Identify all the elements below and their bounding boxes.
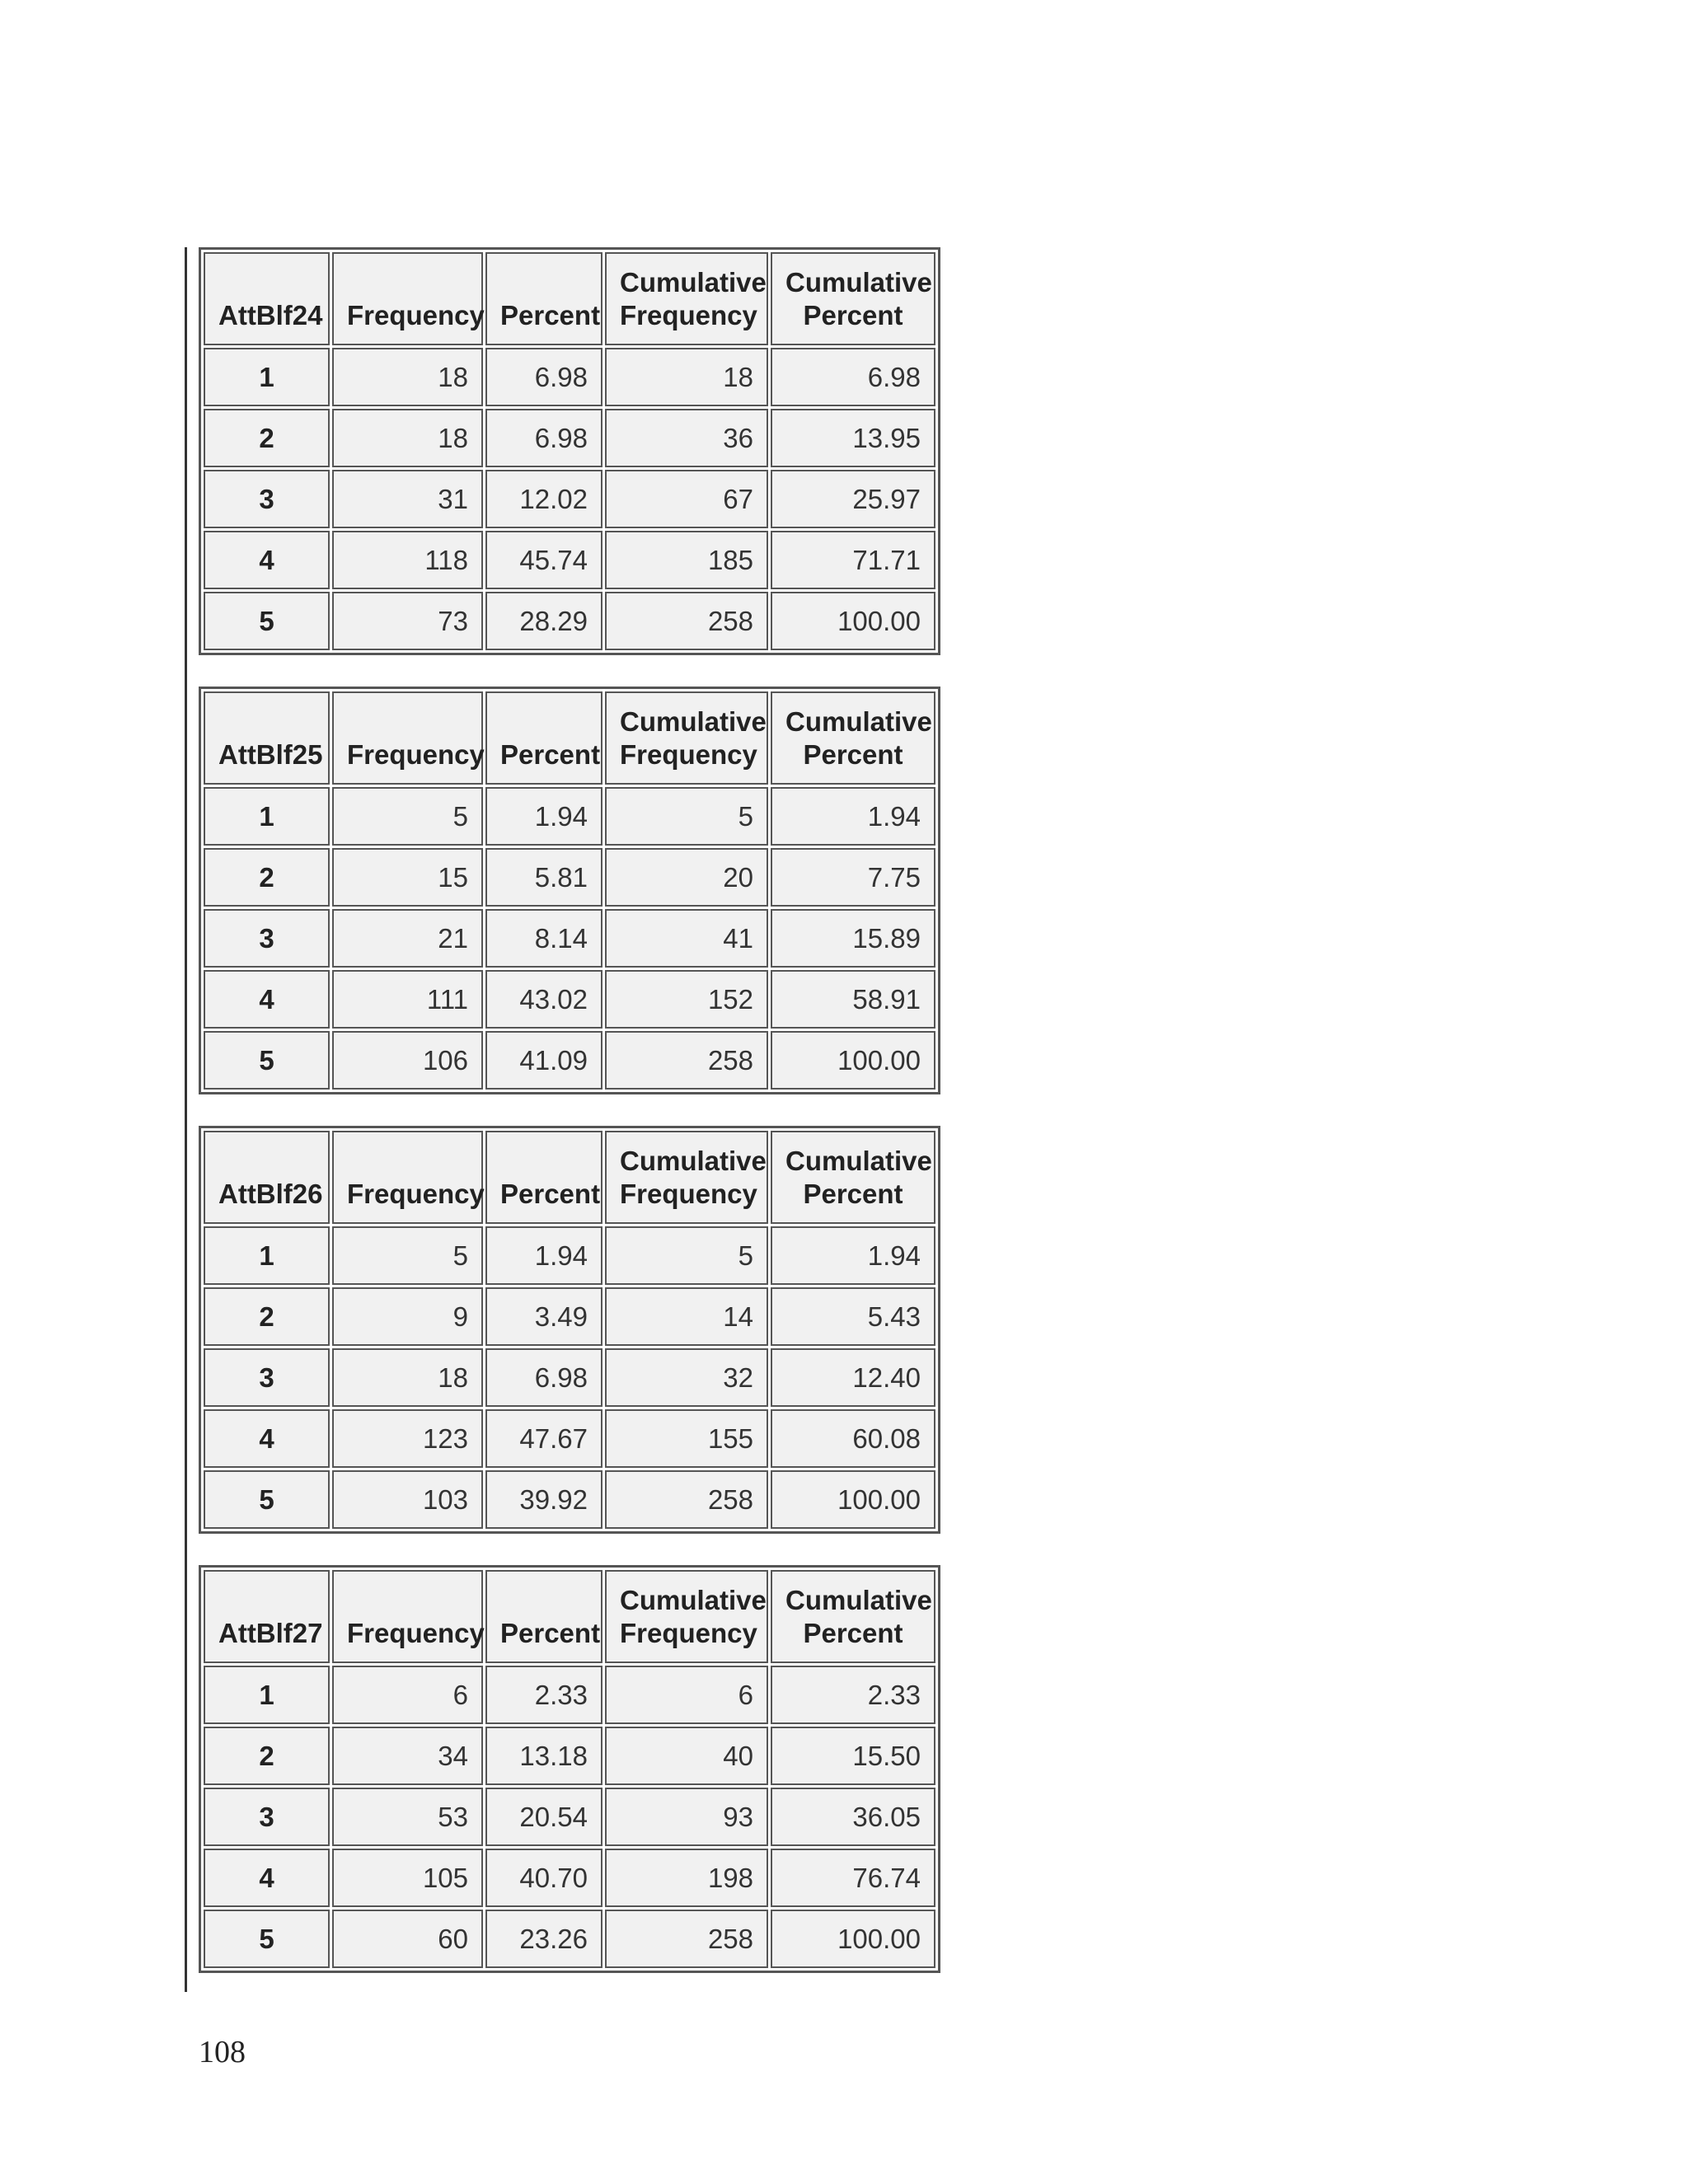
cumulative-percent-cell: 58.91 [771,970,935,1029]
row-value: 5 [204,592,330,650]
cumulative-percent-cell: 100.00 [771,1470,935,1529]
table-row [204,1470,935,1529]
cumulative-frequency-cell: 93 [605,1788,768,1846]
percent-cell: 6.98 [485,1348,603,1407]
percent-cell: 12.02 [485,470,603,528]
frequency-cell: 5 [332,787,483,846]
cumulative-frequency-header: Cumulative Frequency [605,252,768,345]
table-row [204,1727,935,1785]
cumulative-frequency-cell: 67 [605,470,768,528]
table-row [204,1910,935,1968]
row-value: 3 [204,1348,330,1407]
cumulative-percent-cell: 2.33 [771,1666,935,1724]
table-row [204,1031,935,1090]
cumulative-percent-cell: 1.94 [771,1226,935,1285]
row-value: 2 [204,1727,330,1785]
frequency-tables [199,247,932,2004]
percent-cell: 3.49 [485,1287,603,1346]
percent-cell: 41.09 [485,1031,603,1090]
cumulative-percent-header: Cumulative Percent [771,1570,935,1663]
row-value: 4 [204,531,330,589]
cumulative-frequency-cell: 258 [605,1031,768,1090]
percent-header: Percent [485,691,603,785]
percent-header: Percent [485,252,603,345]
frequency-cell: 73 [332,592,483,650]
row-value: 5 [204,1910,330,1968]
cumulative-frequency-cell: 20 [605,848,768,907]
cumulative-frequency-cell: 185 [605,531,768,589]
row-value: 2 [204,1287,330,1346]
table-header-row [204,691,935,785]
cumulative-frequency-cell: 258 [605,592,768,650]
percent-header: Percent [485,1131,603,1224]
cumulative-percent-cell: 15.89 [771,909,935,968]
cumulative-percent-cell: 1.94 [771,787,935,846]
row-value: 1 [204,1226,330,1285]
cumulative-frequency-cell: 40 [605,1727,768,1785]
variable-header: AttBlf25 [204,691,330,785]
frequency-header: Frequency [332,252,483,345]
cumulative-percent-header: Cumulative Percent [771,252,935,345]
percent-cell: 39.92 [485,1470,603,1529]
frequency-cell: 34 [332,1727,483,1785]
variable-header: AttBlf24 [204,252,330,345]
table-row [204,970,935,1029]
percent-cell: 5.81 [485,848,603,907]
frequency-cell: 18 [332,1348,483,1407]
variable-header: AttBlf26 [204,1131,330,1224]
cumulative-percent-cell: 60.08 [771,1409,935,1468]
cumulative-frequency-cell: 258 [605,1470,768,1529]
frequency-cell: 31 [332,470,483,528]
row-value: 3 [204,1788,330,1846]
row-value: 2 [204,848,330,907]
variable-header: AttBlf27 [204,1570,330,1663]
cumulative-percent-cell: 36.05 [771,1788,935,1846]
cumulative-frequency-cell: 152 [605,970,768,1029]
table-header-row [204,252,935,345]
frequency-header: Frequency [332,1570,483,1663]
table-row [204,531,935,589]
cumulative-frequency-cell: 198 [605,1849,768,1907]
frequency-header: Frequency [332,1131,483,1224]
frequency-cell: 106 [332,1031,483,1090]
table-header-row [204,1131,935,1224]
cumulative-percent-cell: 100.00 [771,1910,935,1968]
cumulative-frequency-header: Cumulative Frequency [605,1131,768,1224]
row-value: 2 [204,409,330,467]
frequency-cell: 15 [332,848,483,907]
row-value: 1 [204,787,330,846]
table-header-row [204,1570,935,1663]
cumulative-frequency-cell: 258 [605,1910,768,1968]
percent-cell: 40.70 [485,1849,603,1907]
row-value: 1 [204,1666,330,1724]
row-value: 1 [204,348,330,406]
cumulative-frequency-cell: 6 [605,1666,768,1724]
table-row [204,348,935,406]
percent-cell: 13.18 [485,1727,603,1785]
page-number: 108 [199,2035,246,2069]
cumulative-frequency-cell: 32 [605,1348,768,1407]
table-row [204,848,935,907]
row-value: 3 [204,470,330,528]
percent-cell: 47.67 [485,1409,603,1468]
table-row [204,1409,935,1468]
cumulative-percent-cell: 100.00 [771,592,935,650]
table-row [204,1849,935,1907]
cumulative-percent-cell: 25.97 [771,470,935,528]
percent-cell: 2.33 [485,1666,603,1724]
table-row [204,1348,935,1407]
cumulative-percent-cell: 13.95 [771,409,935,467]
frequency-cell: 6 [332,1666,483,1724]
cumulative-percent-header: Cumulative Percent [771,1131,935,1224]
cumulative-frequency-cell: 18 [605,348,768,406]
cumulative-frequency-cell: 41 [605,909,768,968]
table-row [204,592,935,650]
percent-cell: 8.14 [485,909,603,968]
table-row [204,787,935,846]
percent-cell: 45.74 [485,531,603,589]
frequency-cell: 123 [332,1409,483,1468]
table-row [204,909,935,968]
frequency-cell: 53 [332,1788,483,1846]
cumulative-percent-cell: 5.43 [771,1287,935,1346]
row-value: 5 [204,1470,330,1529]
frequency-cell: 111 [332,970,483,1029]
percent-header: Percent [485,1570,603,1663]
cumulative-percent-cell: 71.71 [771,531,935,589]
row-value: 4 [204,1849,330,1907]
frequency-table-attblf27 [199,1565,940,1973]
percent-cell: 1.94 [485,1226,603,1285]
frequency-cell: 118 [332,531,483,589]
frequency-table-attblf25 [199,687,940,1094]
percent-cell: 6.98 [485,409,603,467]
cumulative-percent-cell: 100.00 [771,1031,935,1090]
cumulative-frequency-cell: 5 [605,787,768,846]
row-value: 4 [204,1409,330,1468]
table-row [204,470,935,528]
percent-cell: 20.54 [485,1788,603,1846]
table-row [204,1287,935,1346]
left-margin-rule [185,247,187,1992]
frequency-table-attblf24 [199,247,940,655]
percent-cell: 6.98 [485,348,603,406]
cumulative-frequency-cell: 36 [605,409,768,467]
row-value: 5 [204,1031,330,1090]
cumulative-percent-cell: 15.50 [771,1727,935,1785]
frequency-table-attblf26 [199,1126,940,1534]
cumulative-percent-cell: 7.75 [771,848,935,907]
frequency-cell: 18 [332,409,483,467]
table-row [204,1788,935,1846]
cumulative-percent-cell: 76.74 [771,1849,935,1907]
frequency-cell: 103 [332,1470,483,1529]
cumulative-frequency-cell: 155 [605,1409,768,1468]
cumulative-percent-cell: 12.40 [771,1348,935,1407]
table-row [204,409,935,467]
cumulative-percent-header: Cumulative Percent [771,691,935,785]
table-row [204,1666,935,1724]
frequency-cell: 18 [332,348,483,406]
frequency-cell: 21 [332,909,483,968]
cumulative-frequency-cell: 5 [605,1226,768,1285]
cumulative-percent-cell: 6.98 [771,348,935,406]
percent-cell: 1.94 [485,787,603,846]
frequency-cell: 5 [332,1226,483,1285]
frequency-cell: 9 [332,1287,483,1346]
percent-cell: 43.02 [485,970,603,1029]
cumulative-frequency-header: Cumulative Frequency [605,1570,768,1663]
table-row [204,1226,935,1285]
cumulative-frequency-header: Cumulative Frequency [605,691,768,785]
row-value: 4 [204,970,330,1029]
row-value: 3 [204,909,330,968]
frequency-cell: 105 [332,1849,483,1907]
percent-cell: 23.26 [485,1910,603,1968]
percent-cell: 28.29 [485,592,603,650]
frequency-header: Frequency [332,691,483,785]
cumulative-frequency-cell: 14 [605,1287,768,1346]
frequency-cell: 60 [332,1910,483,1968]
